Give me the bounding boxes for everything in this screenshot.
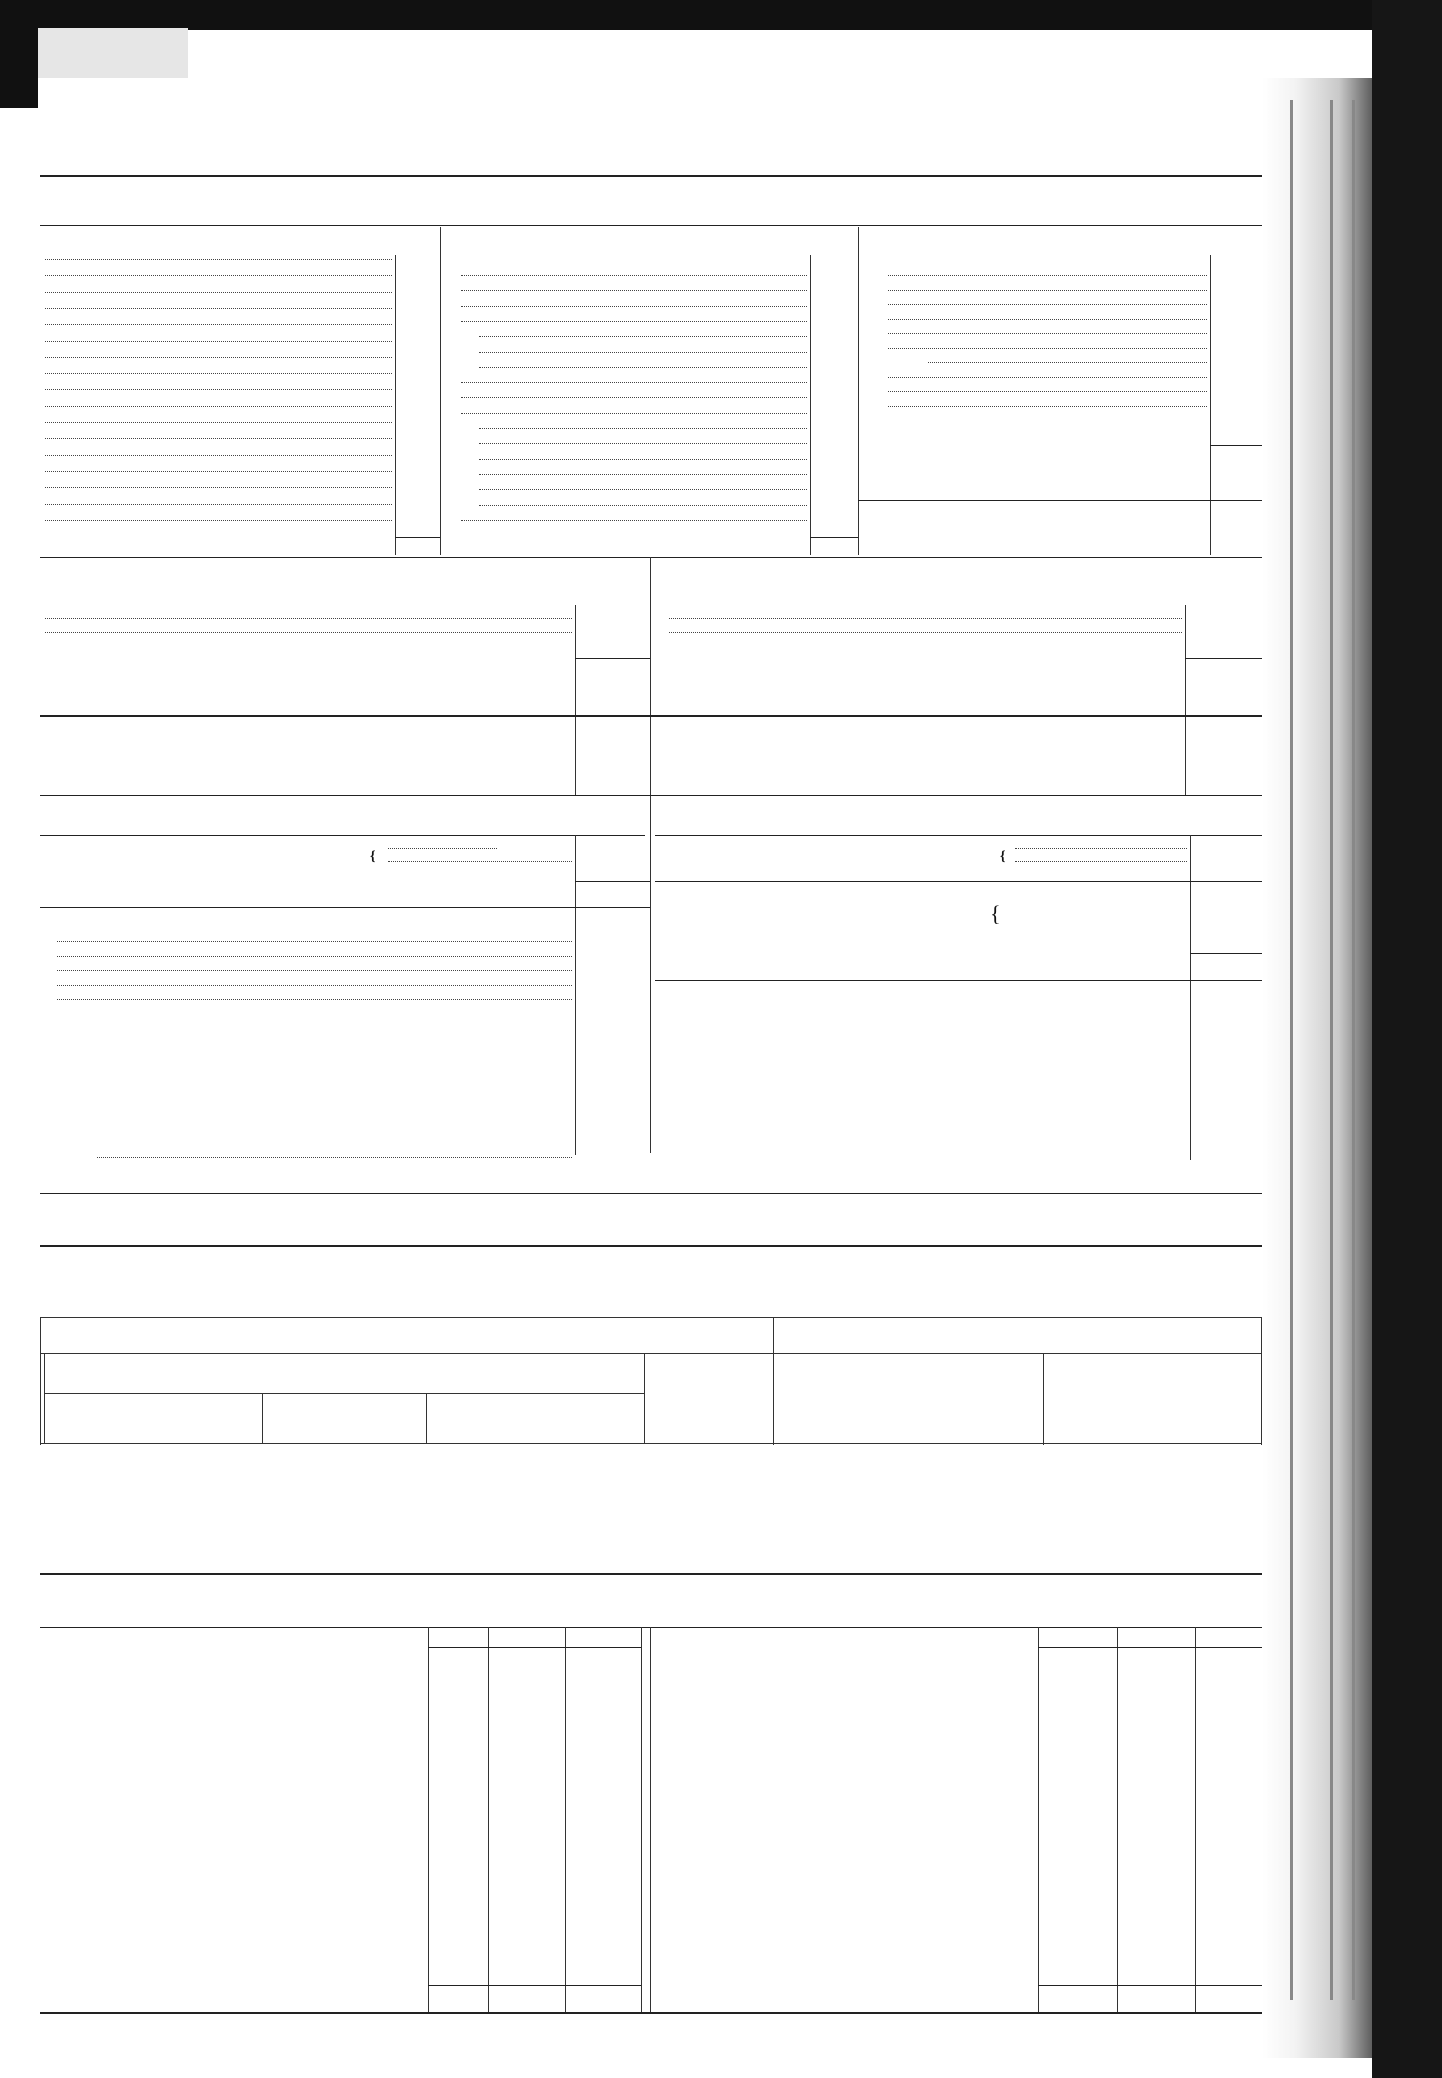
rule xyxy=(810,537,858,538)
rule xyxy=(1038,1647,1262,1648)
rule xyxy=(1185,658,1262,659)
list-item xyxy=(42,294,440,295)
list-item xyxy=(885,306,1262,307)
list-item xyxy=(42,473,440,474)
rule xyxy=(655,881,1262,882)
leader-dots xyxy=(57,999,572,1000)
list-item xyxy=(885,364,1262,365)
leader-dots xyxy=(461,290,807,291)
rule xyxy=(1210,445,1262,446)
list-item xyxy=(458,476,858,477)
list-item xyxy=(54,943,650,944)
list-item xyxy=(885,321,1262,322)
leader-dots xyxy=(461,275,807,276)
page-edge-line xyxy=(1290,100,1293,2000)
list-item xyxy=(666,620,1262,621)
rule xyxy=(1038,1985,1262,1986)
scan-border-right xyxy=(1372,0,1442,2078)
grid-line xyxy=(1195,1627,1196,2012)
brace: { xyxy=(370,849,376,864)
col-header xyxy=(1044,1354,1262,1444)
list-item xyxy=(42,506,440,507)
list-item xyxy=(458,292,858,293)
leader-dots xyxy=(479,443,807,444)
rule xyxy=(40,1627,1262,1628)
col-header xyxy=(644,1354,773,1444)
leader-dots xyxy=(479,367,807,368)
list-item xyxy=(458,415,858,416)
list-item xyxy=(54,1001,650,1002)
leader-dots xyxy=(1015,861,1187,862)
leader-dots xyxy=(45,487,392,488)
leader-dots xyxy=(888,290,1207,291)
leader-dots xyxy=(888,348,1207,349)
rule xyxy=(428,1647,641,1648)
list-item xyxy=(42,277,440,278)
list-item xyxy=(885,408,1262,409)
leader-dots xyxy=(479,336,807,337)
grid-line xyxy=(1117,1627,1118,2012)
rule xyxy=(575,658,650,659)
list-item xyxy=(458,323,858,324)
list-item xyxy=(42,261,440,262)
leader-dots xyxy=(45,308,392,309)
column-divider xyxy=(650,557,651,813)
list-item xyxy=(458,445,858,446)
leader-dots xyxy=(1015,848,1187,849)
list-item xyxy=(458,507,858,508)
list-item xyxy=(458,491,858,492)
list-item xyxy=(94,1159,650,1160)
leader-dots xyxy=(45,292,392,293)
list-item xyxy=(1012,863,1262,864)
list-item xyxy=(54,958,650,959)
values-row xyxy=(41,1496,1262,1548)
list-item xyxy=(42,326,440,327)
list-item xyxy=(385,850,575,851)
leader-dots xyxy=(928,362,1207,363)
rule xyxy=(40,225,1262,226)
list-item xyxy=(42,620,650,621)
page-edge-line xyxy=(1330,100,1333,2000)
leader-dots xyxy=(57,941,572,942)
rule xyxy=(575,881,650,882)
list-item xyxy=(42,440,440,441)
list-item xyxy=(458,384,858,385)
leader-dots xyxy=(57,985,572,986)
leader-dots xyxy=(45,471,392,472)
leader-dots xyxy=(45,422,392,423)
leader-dots xyxy=(45,632,572,633)
value-column-line xyxy=(575,835,576,1155)
list-item xyxy=(42,457,440,458)
page-edge-line xyxy=(1352,100,1355,2000)
leader-dots xyxy=(45,455,392,456)
list-item xyxy=(42,359,440,360)
brace: { xyxy=(1000,849,1006,864)
leader-dots xyxy=(461,382,807,383)
leader-dots xyxy=(45,389,392,390)
leader-dots xyxy=(479,489,807,490)
document-page xyxy=(40,105,1262,2045)
value-column-line xyxy=(1190,835,1191,1160)
rule xyxy=(40,1573,1262,1575)
list-item xyxy=(458,277,858,278)
leader-dots xyxy=(479,459,807,460)
leader-dots xyxy=(888,406,1207,407)
list-item xyxy=(42,522,440,523)
leader-dots xyxy=(45,438,392,439)
leader-dots xyxy=(479,428,807,429)
list-item xyxy=(885,292,1262,293)
rule xyxy=(395,537,440,538)
list-item xyxy=(666,634,1262,635)
leader-dots xyxy=(888,304,1207,305)
leader-dots xyxy=(45,341,392,342)
leader-dots xyxy=(45,357,392,358)
col-header xyxy=(45,1394,263,1444)
scan-border-left xyxy=(0,0,38,108)
leader-dots xyxy=(888,319,1207,320)
rule xyxy=(655,980,1262,981)
list-item xyxy=(885,393,1262,394)
list-item xyxy=(885,335,1262,336)
grid-line xyxy=(641,1627,642,2012)
list-item xyxy=(42,489,440,490)
leader-dots xyxy=(479,505,807,506)
leader-dots xyxy=(388,861,572,862)
leader-dots xyxy=(479,474,807,475)
leader-dots xyxy=(669,632,1182,633)
scan-border-top xyxy=(0,0,1442,30)
column-divider xyxy=(650,1627,651,2012)
leader-dots xyxy=(461,520,807,521)
grid-line xyxy=(428,1627,429,2012)
grid-line xyxy=(1038,1627,1039,2012)
leader-dots xyxy=(888,275,1207,276)
list-item xyxy=(42,375,440,376)
leader-dots xyxy=(888,333,1207,334)
list-item xyxy=(385,863,650,864)
rule xyxy=(428,1985,641,1986)
sex-header-row xyxy=(41,1444,1262,1496)
scan-shadow xyxy=(38,28,188,78)
column-divider xyxy=(440,227,441,555)
col-header xyxy=(262,1394,426,1444)
leader-dots xyxy=(45,618,572,619)
list-item xyxy=(458,399,858,400)
list-item xyxy=(458,308,858,309)
list-item xyxy=(458,430,858,431)
rule xyxy=(40,835,645,836)
list-item xyxy=(42,343,440,344)
rule xyxy=(40,715,1262,717)
leader-dots xyxy=(461,321,807,322)
rule xyxy=(40,1245,1262,1247)
leader-dots xyxy=(888,377,1207,378)
leader-dots xyxy=(479,352,807,353)
leader-dots xyxy=(57,956,572,957)
col-header xyxy=(773,1354,1044,1444)
list-item xyxy=(885,379,1262,380)
leader-dots xyxy=(45,406,392,407)
list-item xyxy=(885,277,1262,278)
leader-dots xyxy=(57,970,572,971)
page-curl-shadow xyxy=(1262,78,1372,2058)
list-item xyxy=(458,354,858,355)
leader-dots xyxy=(45,275,392,276)
list-item xyxy=(42,391,440,392)
leader-dots xyxy=(461,397,807,398)
rule xyxy=(40,795,1262,796)
leader-dots xyxy=(388,848,497,849)
leader-dots xyxy=(45,259,392,260)
value-column-line xyxy=(1210,255,1211,555)
rule xyxy=(1190,953,1262,954)
rule xyxy=(858,500,1262,501)
leader-dots xyxy=(888,391,1207,392)
col-header xyxy=(45,1354,644,1394)
leader-dots xyxy=(45,373,392,374)
list-item xyxy=(42,634,650,635)
list-item xyxy=(42,424,440,425)
list-item xyxy=(885,350,1262,351)
column-divider xyxy=(858,227,859,555)
rule xyxy=(40,907,650,908)
col-header xyxy=(41,1318,774,1354)
leader-dots xyxy=(669,618,1182,619)
leader-dots xyxy=(461,306,807,307)
list-item xyxy=(458,369,858,370)
list-item xyxy=(458,522,858,523)
list-item xyxy=(458,461,858,462)
list-item xyxy=(1012,850,1262,851)
col-header xyxy=(773,1318,1261,1354)
list-item xyxy=(458,338,858,339)
rule xyxy=(655,835,1262,836)
leader-dots xyxy=(461,413,807,414)
value-column-line xyxy=(810,255,811,555)
leader-dots xyxy=(45,520,392,521)
list-item xyxy=(42,310,440,311)
list-item xyxy=(54,987,650,988)
list-item xyxy=(54,972,650,973)
value-column-line xyxy=(395,255,396,555)
brace: { xyxy=(990,901,1001,926)
leader-dots xyxy=(45,324,392,325)
leader-dots xyxy=(45,504,392,505)
col-header xyxy=(427,1394,645,1444)
rule xyxy=(40,175,1262,177)
column-divider xyxy=(650,813,651,1153)
rule xyxy=(40,557,1262,558)
dispensary-table xyxy=(40,1317,1262,1548)
rule xyxy=(40,1193,1262,1194)
grid-line xyxy=(565,1627,566,2012)
rule xyxy=(40,2012,1262,2014)
list-item xyxy=(42,408,440,409)
leader-dots xyxy=(97,1157,572,1158)
grid-line xyxy=(488,1627,489,2012)
